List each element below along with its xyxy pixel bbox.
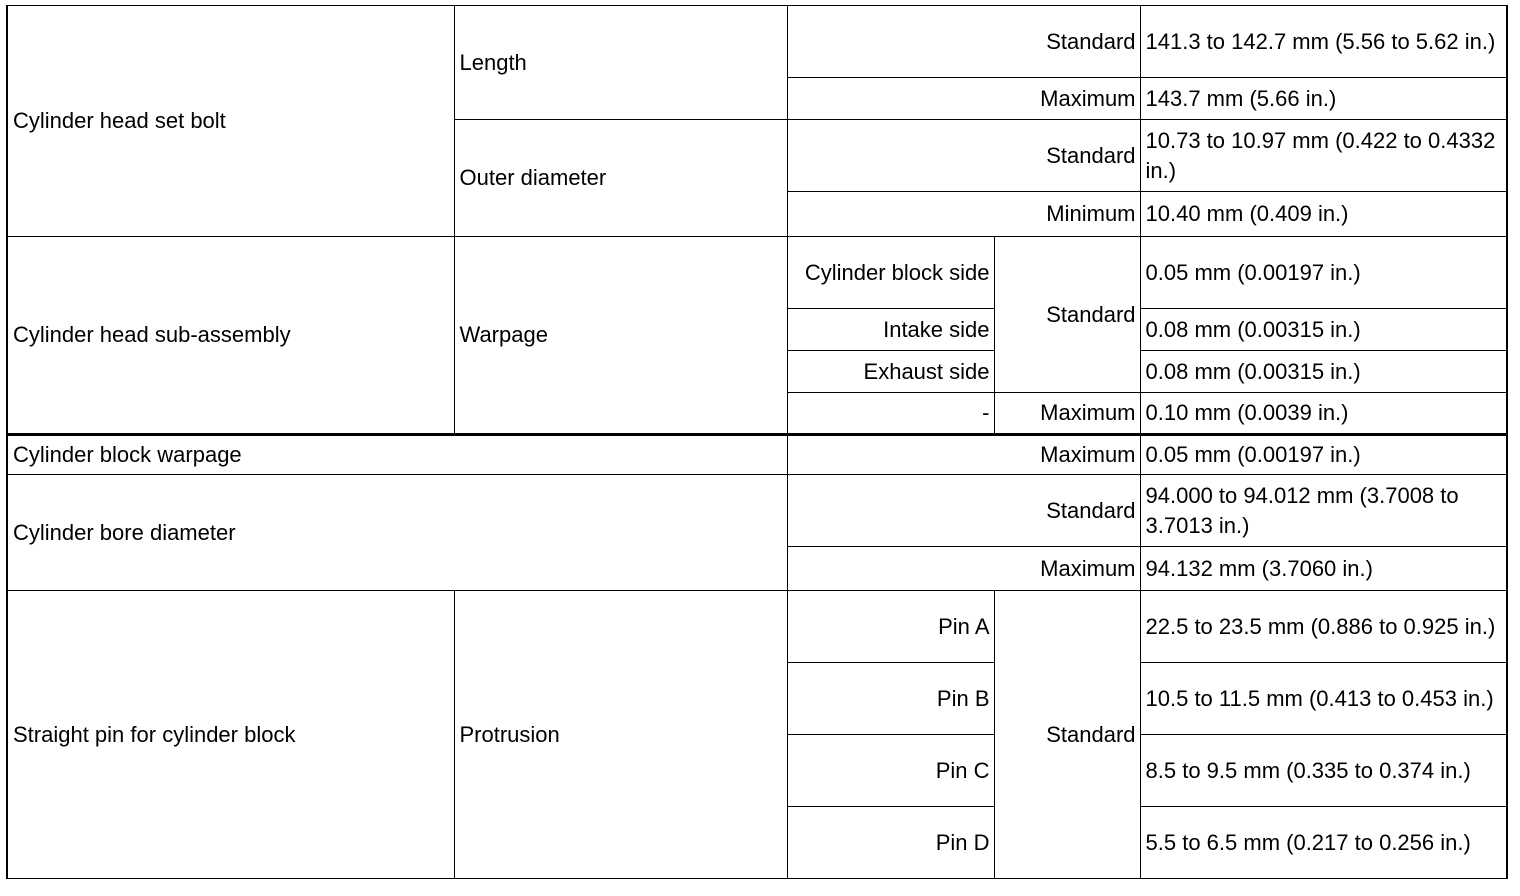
- component-cell: Cylinder head set bolt: [7, 6, 454, 237]
- value-cell: 0.08 mm (0.00315 in.): [1140, 351, 1507, 393]
- specification-table: [6, 5, 1508, 879]
- table-row: [7, 435, 1507, 475]
- spec-type-cell: Maximum: [787, 78, 1140, 120]
- value-cell: 0.10 mm (0.0039 in.): [1140, 393, 1507, 435]
- spec-type-cell: Standard: [994, 591, 1140, 879]
- value-cell: 0.05 mm (0.00197 in.): [1140, 435, 1507, 475]
- value-cell: 5.5 to 6.5 mm (0.217 to 0.256 in.): [1140, 807, 1507, 879]
- pin-cell: Pin A: [787, 591, 994, 663]
- value-cell: 10.73 to 10.97 mm (0.422 to 0.4332 in.): [1140, 120, 1507, 192]
- value-cell: 10.5 to 11.5 mm (0.413 to 0.453 in.): [1140, 663, 1507, 735]
- pin-cell: Pin B: [787, 663, 994, 735]
- location-cell: Intake side: [787, 309, 994, 351]
- component-cell: Straight pin for cylinder block: [7, 591, 454, 879]
- pin-cell: Pin D: [787, 807, 994, 879]
- value-cell: 0.08 mm (0.00315 in.): [1140, 309, 1507, 351]
- item-cell: Length: [454, 6, 787, 120]
- value-cell: 94.132 mm (3.7060 in.): [1140, 547, 1507, 591]
- component-cell: Cylinder head sub-assembly: [7, 237, 454, 435]
- value-cell: 8.5 to 9.5 mm (0.335 to 0.374 in.): [1140, 735, 1507, 807]
- spec-type-cell: Maximum: [994, 393, 1140, 435]
- value-cell: 22.5 to 23.5 mm (0.886 to 0.925 in.): [1140, 591, 1507, 663]
- location-cell: Exhaust side: [787, 351, 994, 393]
- spec-type-cell: Maximum: [787, 435, 1140, 475]
- location-cell: Cylinder block side: [787, 237, 994, 309]
- component-cell: Cylinder bore diameter: [7, 475, 787, 591]
- spec-type-cell: Minimum: [787, 192, 1140, 237]
- table-row: [7, 6, 1507, 78]
- value-cell: 143.7 mm (5.66 in.): [1140, 78, 1507, 120]
- table-row: [7, 475, 1507, 547]
- value-cell: 94.000 to 94.012 mm (3.7008 to 3.7013 in.): [1140, 475, 1507, 547]
- item-cell: Protrusion: [454, 591, 787, 879]
- spec-type-cell: Standard: [787, 120, 1140, 192]
- pin-cell: Pin C: [787, 735, 994, 807]
- spec-type-cell: Standard: [787, 475, 1140, 547]
- spec-type-cell: Maximum: [787, 547, 1140, 591]
- value-cell: 0.05 mm (0.00197 in.): [1140, 237, 1507, 309]
- item-cell: Warpage: [454, 237, 787, 435]
- component-cell: Cylinder block warpage: [7, 435, 787, 475]
- value-cell: 10.40 mm (0.409 in.): [1140, 192, 1507, 237]
- table-row: [7, 237, 1507, 309]
- value-cell: 141.3 to 142.7 mm (5.56 to 5.62 in.): [1140, 6, 1507, 78]
- table-row: [7, 591, 1507, 663]
- location-cell: -: [787, 393, 994, 435]
- item-cell: Outer diameter: [454, 120, 787, 237]
- spec-type-cell: Standard: [787, 6, 1140, 78]
- spec-type-cell: Standard: [994, 237, 1140, 393]
